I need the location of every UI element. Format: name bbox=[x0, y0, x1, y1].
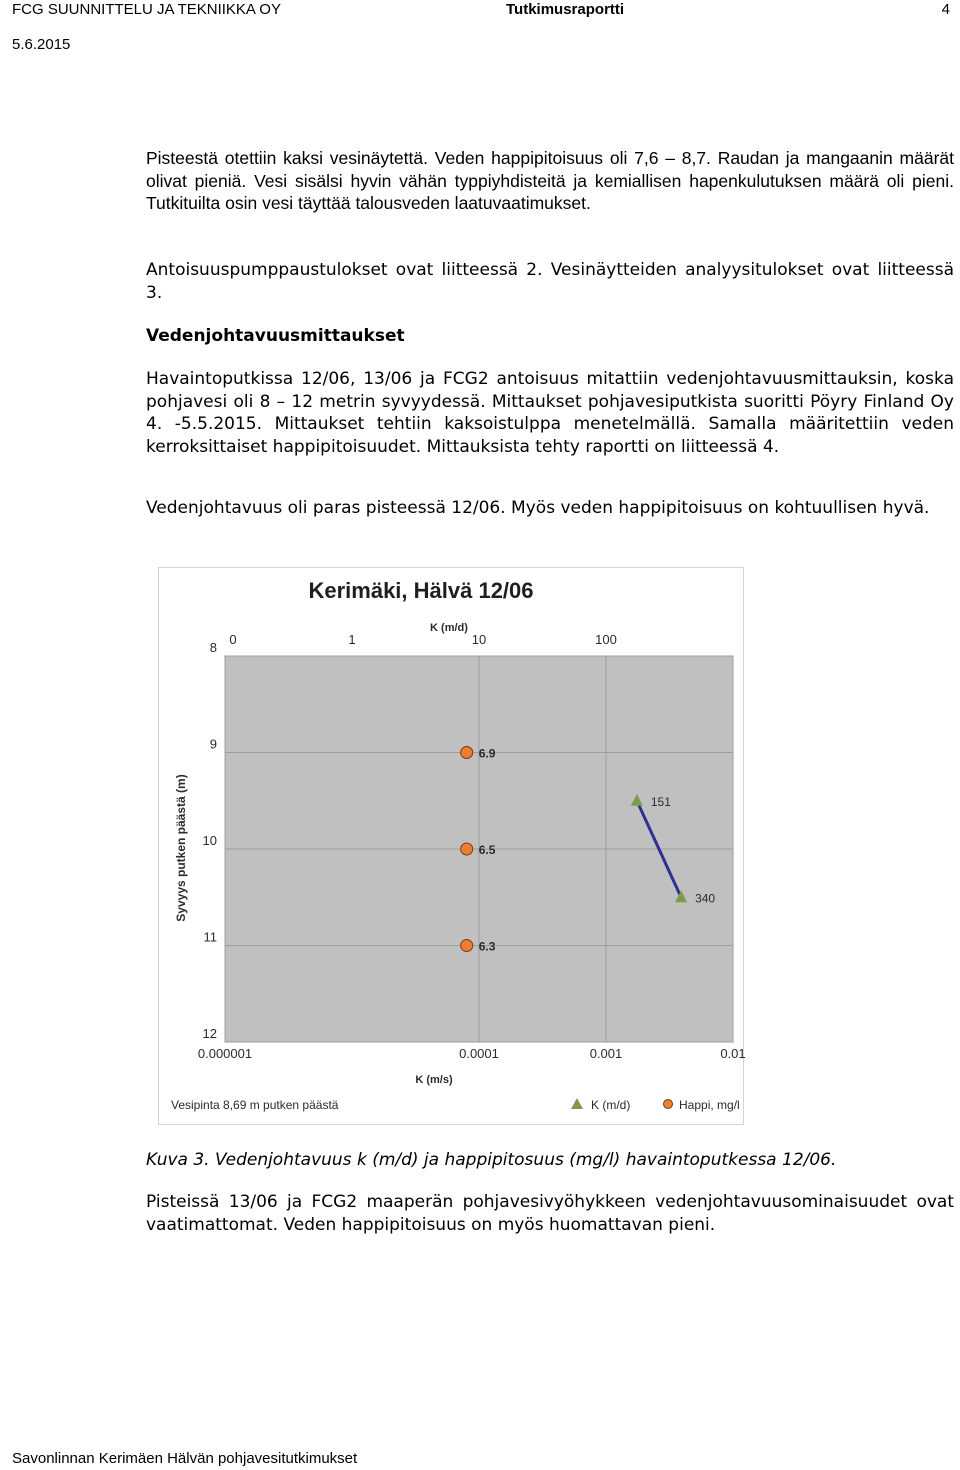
figure-caption: Kuva 3. Vedenjohtavuus k (m/d) ja happipitosuus (mg/l) havaintoputkessa 12/06. bbox=[146, 1150, 837, 1170]
document-type: Tutkimusraportti bbox=[506, 1, 625, 18]
y-tick-label: 12 bbox=[202, 1026, 217, 1041]
top-axis-label: K (m/d) bbox=[430, 622, 468, 634]
k-point-label: 151 bbox=[650, 794, 671, 809]
y-tick-label: 11 bbox=[203, 929, 217, 945]
chart-svg bbox=[159, 568, 746, 1124]
top-tick-label: 100 bbox=[595, 632, 617, 647]
oxygen-point bbox=[461, 747, 473, 759]
paragraph-other-points: Pisteissä 13/06 ja FCG2 maaperän pohjavesivyöhykkeen vedenjohtavuusominaisuudet ovat vaatimattomat. Veden happipitoisuus on myös huomattavan pieni. bbox=[146, 1192, 954, 1235]
y-tick-label: 10 bbox=[202, 833, 217, 848]
legend-oxygen-label: Happi, mg/l bbox=[679, 1098, 740, 1112]
bottom-tick-label: 0.01 bbox=[720, 1046, 746, 1061]
y-tick-label: 8 bbox=[209, 640, 217, 655]
chart-title: Kerimäki, Hälvä 12/06 bbox=[308, 578, 534, 603]
paragraph-appendices: Antoisuuspumppaustulokset ovat liitteessä 2. Vesinäytteiden analyysitulokset ovat liitteessä 3. bbox=[146, 260, 954, 303]
legend-k-swatch bbox=[571, 1098, 583, 1109]
bottom-tick-label: 0.000001 bbox=[197, 1046, 253, 1061]
oxygen-point-label: 6.5 bbox=[478, 843, 496, 857]
organization-name: FCG SUUNNITTELU JA TEKNIIKKA OY bbox=[12, 1, 281, 18]
oxygen-point bbox=[461, 843, 473, 855]
document-date: 5.6.2015 bbox=[12, 36, 71, 53]
top-tick-label: 0 bbox=[229, 632, 237, 647]
page-header bbox=[12, 0, 952, 60]
legend-k-label: K (m/d) bbox=[591, 1098, 631, 1112]
top-tick-label: 1 bbox=[348, 632, 356, 647]
bottom-tick-label: 0.001 bbox=[589, 1046, 623, 1061]
chart-legend bbox=[571, 1098, 740, 1112]
paragraph-water-samples: Pisteestä otettiin kaksi vesinäytettä. Veden happipitoisuus oli 7,6 – 8,7. Raudan ja mangaanin määrät olivat pieniä. Vesi sisälsi hyvin vähän typpiyhdisteitä ja kemiallisen hapenkulutuksen määrä oli pieni. Tutkituilta osin vesi täyttää talousveden laatuvaatimukset. bbox=[146, 148, 954, 213]
k-point-label: 340 bbox=[695, 891, 716, 906]
bottom-axis-label: K (m/s) bbox=[415, 1074, 453, 1086]
page-footer: Savonlinnan Kerimäen Hälvän pohjavesitutkimukset bbox=[12, 1450, 358, 1467]
oxygen-point-label: 6.3 bbox=[478, 939, 496, 954]
section-heading: Vedenjohtavuusmittaukset bbox=[146, 326, 405, 346]
page-number: 4 bbox=[941, 1, 950, 18]
water-level-note: Vesipinta 8,69 m putken päästä bbox=[171, 1098, 339, 1112]
bottom-tick-label: 0.0001 bbox=[459, 1046, 499, 1061]
conductivity-chart bbox=[158, 567, 744, 1125]
oxygen-point-label: 6.9 bbox=[478, 746, 496, 761]
y-axis-label: Syvyys putken päästä (m) bbox=[174, 774, 188, 922]
paragraph-conductivity-measurements: Havaintoputkissa 12/06, 13/06 ja FCG2 antoisuus mitattiin vedenjohtavuusmittauksin, koska pohjavesi oli 8 – 12 metrin syvyydessä. Mittaukset pohjavesiputkista suoritti Pöyry Finland Oy 4. -5.5.2015. Mittaukset tehtiin kaksoistulppa menetelmällä. Samalla määritettiin veden kerroksittaiset happipitoisuudet. Mittauksista tehty raportti on liitteessä 4. bbox=[146, 369, 954, 457]
y-tick-label: 9 bbox=[209, 736, 217, 752]
oxygen-point bbox=[461, 940, 473, 952]
paragraph-conductivity-result: Vedenjohtavuus oli paras pisteessä 12/06. Myös veden happipitoisuus on kohtuullisen hyvä. bbox=[146, 498, 930, 518]
top-tick-label: 10 bbox=[471, 632, 487, 647]
legend-oxygen-swatch bbox=[664, 1100, 673, 1109]
